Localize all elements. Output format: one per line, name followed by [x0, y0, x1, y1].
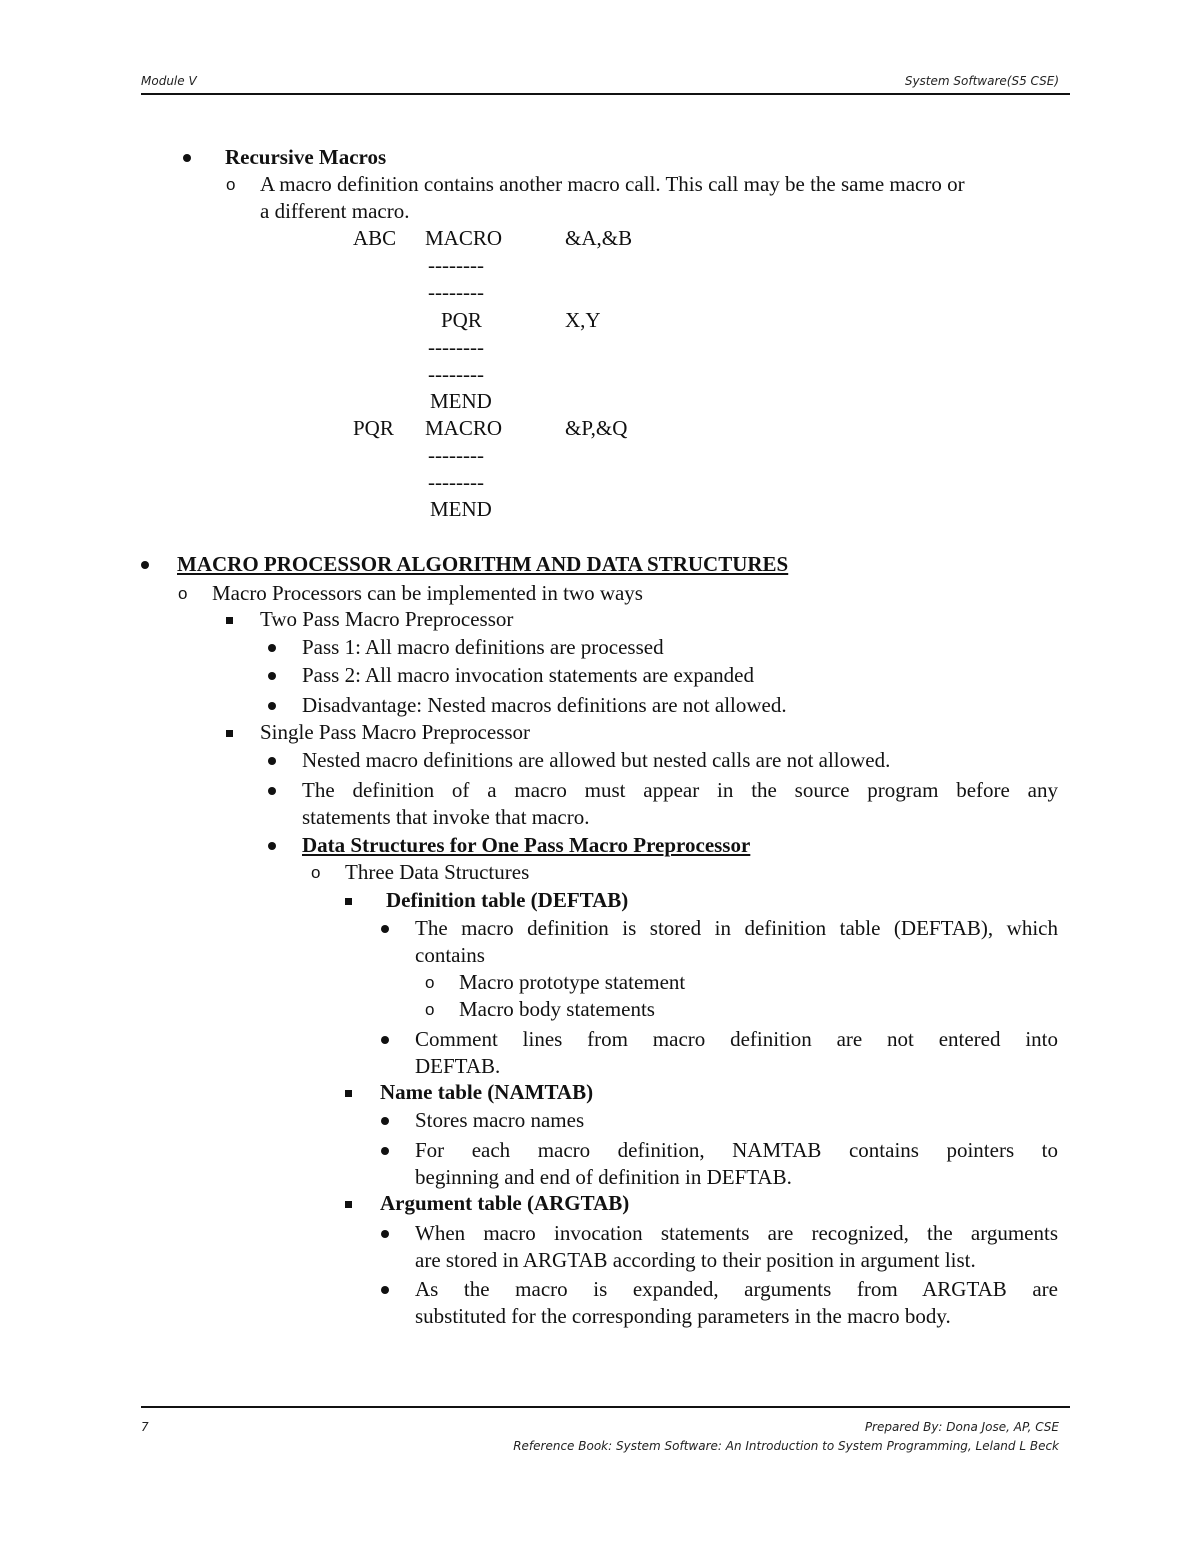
bullet-dot-icon	[183, 144, 191, 171]
bullet-dot-icon	[268, 777, 276, 804]
deftab-title: Definition table (DEFTAB)	[386, 888, 629, 912]
recursive-text-1: A macro definition contains another macro call. This call may be the same macro or	[260, 172, 965, 196]
namtab-p2-cont: beginning and end of definition in DEFTAB.	[415, 1165, 792, 1189]
namtab-title: Name table (NAMTAB)	[380, 1080, 594, 1104]
recursive-text-2: a different macro.	[260, 199, 410, 223]
single-pass-title: Single Pass Macro Preprocessor	[260, 720, 531, 744]
code-mend: MEND	[430, 497, 492, 521]
bullet-square-icon	[345, 887, 352, 914]
code-args: &P,&Q	[565, 416, 628, 440]
namtab-p1: Stores macro names	[415, 1108, 585, 1132]
list-item-cont: statements that invoke that macro.	[302, 805, 590, 829]
code-args: &A,&B	[565, 226, 633, 250]
code-op: MACRO	[425, 416, 503, 440]
bullet-square-icon	[345, 1079, 352, 1106]
bullet-circle-icon: o	[178, 584, 188, 603]
bullet-dot-icon	[268, 662, 276, 689]
list-item: The definition of a macro must appear in the source program before any	[302, 778, 1058, 802]
bullet-dot-icon	[141, 551, 149, 578]
argtab-p1: When macro invocation statements are recognized, the arguments	[415, 1221, 1058, 1245]
code-op: PQR	[441, 308, 482, 332]
footer-reference: Reference Book: System Software: An Introduction to System Programming, Leland L Beck	[513, 1439, 1059, 1453]
bullet-circle-icon: o	[311, 863, 321, 882]
header-rule	[141, 93, 1070, 95]
bullet-dot-icon	[381, 1220, 389, 1247]
recursive-heading: Recursive Macros	[225, 145, 387, 169]
deftab-sub: Macro body statements	[459, 997, 655, 1021]
bullet-dot-icon	[381, 1026, 389, 1053]
list-item: Pass 1: All macro definitions are processed	[302, 635, 664, 659]
argtab-p1-cont: are stored in ARGTAB according to their position in argument list.	[415, 1248, 976, 1272]
deftab-sub: Macro prototype statement	[459, 970, 686, 994]
footer-prepared: Prepared By: Dona Jose, AP, CSE	[864, 1420, 1059, 1434]
header-course: System Software(S5 CSE)	[904, 74, 1059, 88]
code-dashes: --------	[428, 470, 484, 494]
bullet-dot-icon	[381, 1107, 389, 1134]
page-number: 7	[141, 1420, 149, 1434]
two-pass-title: Two Pass Macro Preprocessor	[260, 607, 514, 631]
deftab-p1: The macro definition is stored in definition table (DEFTAB), which	[415, 916, 1058, 940]
footer-rule	[141, 1406, 1070, 1408]
namtab-p2: For each macro definition, NAMTAB contains pointers to	[415, 1138, 1058, 1162]
deftab-p1-cont: contains	[415, 943, 485, 967]
bullet-dot-icon	[268, 747, 276, 774]
deftab-p2: Comment lines from macro definition are not entered into	[415, 1027, 1058, 1051]
code-dashes: --------	[428, 362, 484, 386]
list-item: Nested macro definitions are allowed but nested calls are not allowed.	[302, 748, 891, 772]
algo-heading: MACRO PROCESSOR ALGORITHM AND DATA STRUCTURES	[177, 552, 789, 576]
bullet-dot-icon	[268, 832, 276, 859]
bullet-dot-icon	[381, 1276, 389, 1303]
bullet-circle-icon: o	[425, 973, 435, 992]
deftab-p2-cont: DEFTAB.	[415, 1054, 501, 1078]
bullet-circle-icon: o	[425, 1000, 435, 1019]
code-label: PQR	[353, 416, 394, 440]
bullet-dot-icon	[268, 692, 276, 719]
bullet-dot-icon	[268, 634, 276, 661]
algo-intro: Macro Processors can be implemented in two ways	[212, 581, 643, 605]
header-module: Module V	[141, 74, 197, 88]
code-args: X,Y	[565, 308, 601, 332]
bullet-dot-icon	[381, 1137, 389, 1164]
code-dashes: --------	[428, 443, 484, 467]
bullet-square-icon	[345, 1190, 352, 1217]
bullet-circle-icon: o	[226, 175, 236, 194]
code-mend: MEND	[430, 389, 492, 413]
code-op: MACRO	[425, 226, 503, 250]
list-item: Pass 2: All macro invocation statements are expanded	[302, 663, 754, 687]
code-dashes: --------	[428, 335, 484, 359]
bullet-dot-icon	[381, 915, 389, 942]
code-dashes: --------	[428, 280, 484, 304]
ds-heading: Data Structures for One Pass Macro Preprocessor	[302, 833, 751, 857]
argtab-p2-cont: substituted for the corresponding parameters in the macro body.	[415, 1304, 951, 1328]
code-label: ABC	[353, 226, 397, 250]
argtab-p2: As the macro is expanded, arguments from ARGTAB are	[415, 1277, 1058, 1301]
argtab-title: Argument table (ARGTAB)	[380, 1191, 630, 1215]
bullet-square-icon	[226, 606, 233, 633]
code-dashes: --------	[428, 253, 484, 277]
bullet-square-icon	[226, 719, 233, 746]
three-ds: Three Data Structures	[345, 860, 530, 884]
list-item: Disadvantage: Nested macros definitions are not allowed.	[302, 693, 787, 717]
